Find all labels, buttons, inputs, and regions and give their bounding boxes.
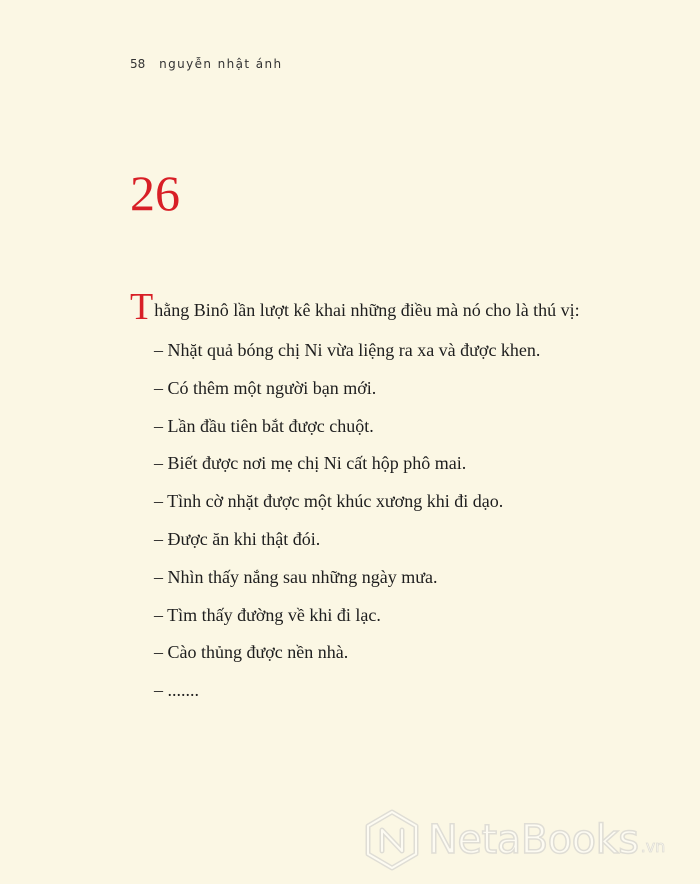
list-item: – Có thêm một người bạn mới.	[154, 377, 377, 398]
chapter-number: 26	[130, 165, 180, 221]
intro-text: hằng Binô lần lượt kê khai những điều mà nó cho là thú vị:	[154, 300, 580, 320]
list-item: – .......	[154, 680, 199, 701]
intro-paragraph	[130, 288, 580, 326]
watermark-suffix: .vn	[640, 837, 666, 856]
page-number: 58	[130, 57, 146, 71]
list-item: – Lần đầu tiên bắt được chuột.	[154, 415, 374, 436]
netabooks-watermark	[364, 808, 665, 872]
running-header	[130, 57, 283, 71]
favorites-list	[154, 337, 540, 715]
hexagon-n-logo-icon	[364, 809, 420, 871]
list-item: – Được ăn khi thật đói.	[154, 528, 321, 549]
list-item: – Tình cờ nhặt được một khúc xương khi đi dạo.	[154, 491, 504, 512]
list-item: – Tìm thấy đường về khi đi lạc.	[154, 604, 381, 625]
list-item: – Nhìn thấy nắng sau những ngày mưa.	[154, 566, 438, 587]
list-item: – Cào thủng được nền nhà.	[154, 642, 349, 663]
list-item: – Nhặt quả bóng chị Ni vừa liệng ra xa và được khen.	[154, 340, 541, 360]
list-item: – Biết được nơi mẹ chị Ni cất hộp phô mai.	[154, 453, 467, 474]
watermark-name: NetaBooks	[428, 817, 639, 863]
drop-cap: T	[130, 286, 154, 328]
author-name: nguyễn nhật ánh	[159, 57, 283, 71]
